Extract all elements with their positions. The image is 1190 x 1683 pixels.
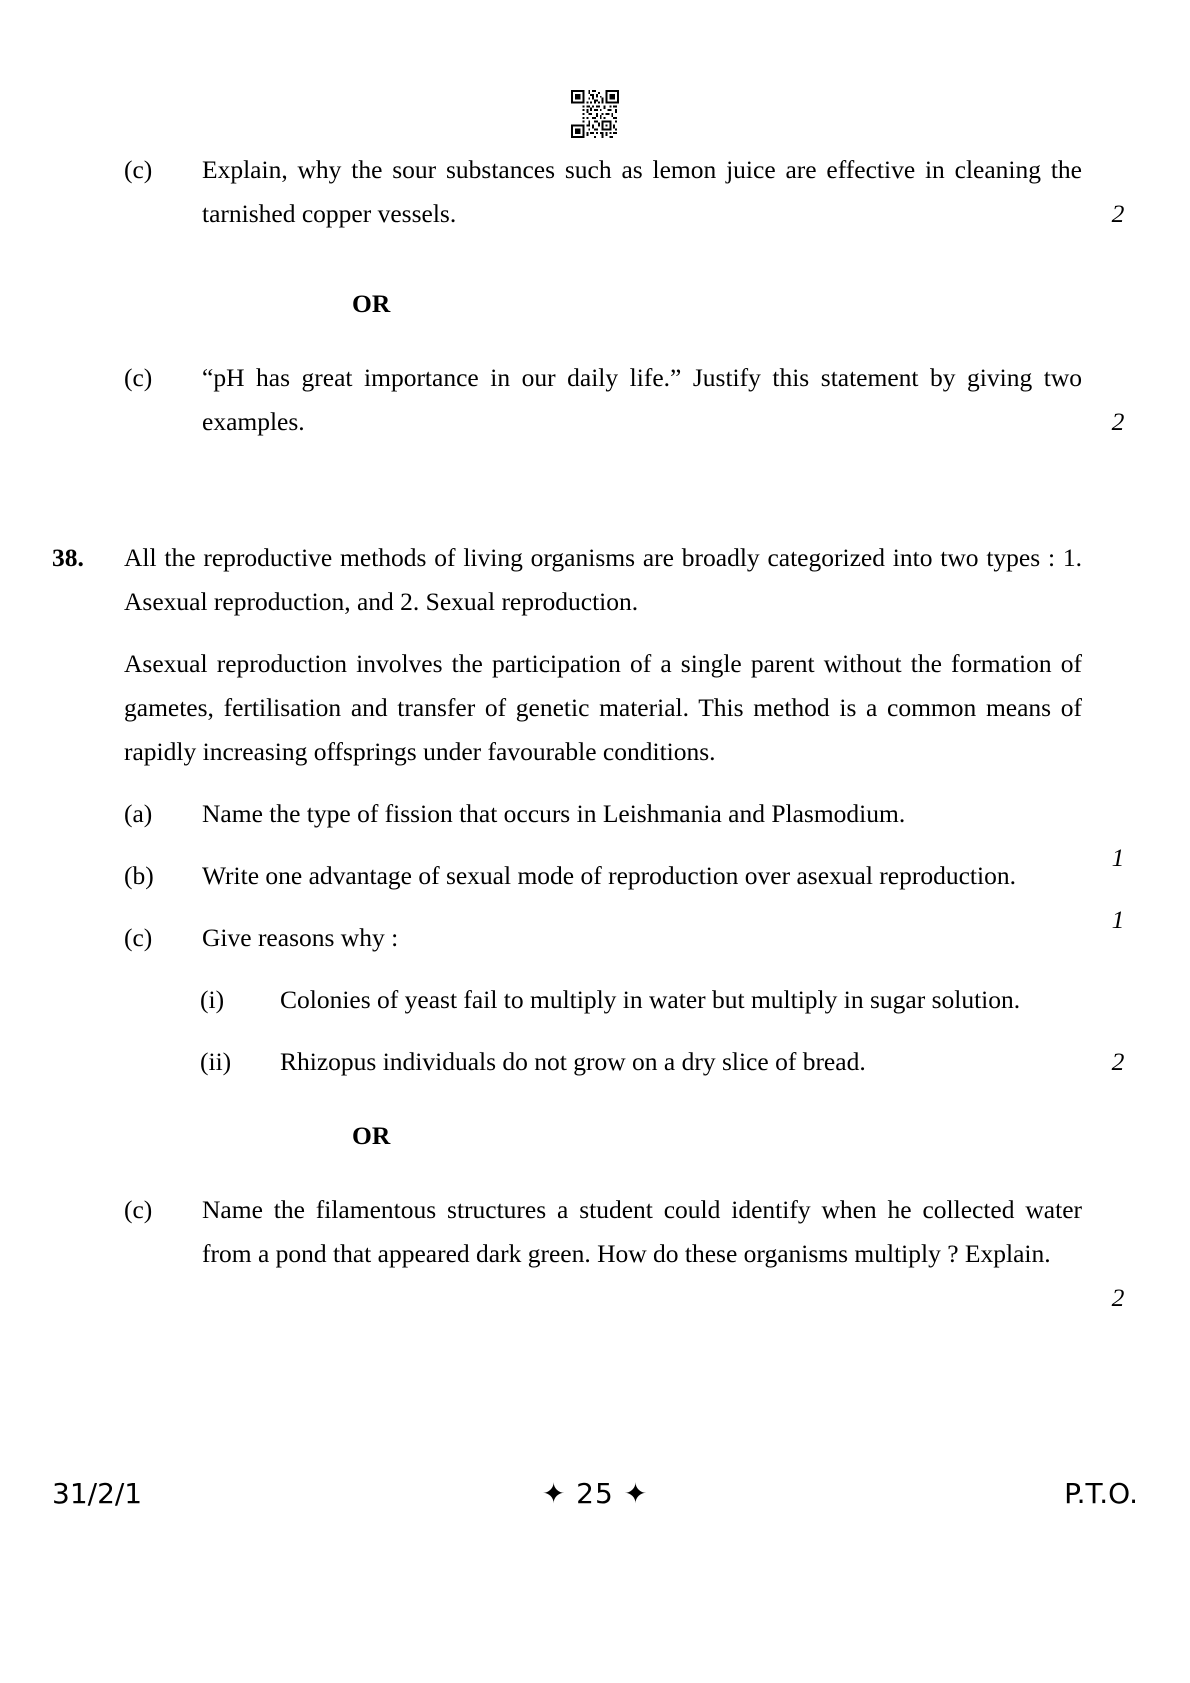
qr-code-container xyxy=(0,90,1190,138)
question-38-intro-1: All the reproductive methods of living organisms are broadly categorized into two types : 1. Asexual reproduction, and 2. Sexual reproduction. xyxy=(124,543,1082,616)
marks-38cii: 2 xyxy=(1111,1047,1125,1076)
paper-code: 31/2/1 xyxy=(52,1477,143,1510)
question-part-38b xyxy=(0,854,1190,934)
marks-37c-alt: 2 xyxy=(1111,407,1125,436)
part-label-c-alt: (c) xyxy=(124,363,153,392)
subpart-text-38cii: Rhizopus individuals do not grow on a dry slice of bread. xyxy=(280,1047,866,1076)
part-text-37c: Explain, why the sour substances such as lemon juice are effective in cleaning the tarnished copper vessels. xyxy=(202,155,1082,228)
part-label-a: (a) xyxy=(124,799,153,828)
question-subpart-38ci xyxy=(0,978,1190,1022)
part-label-c-38: (c) xyxy=(124,923,153,952)
qr-code-icon xyxy=(571,90,619,138)
or-separator-1: OR xyxy=(352,289,391,318)
marks-37c: 2 xyxy=(1111,199,1125,228)
page-number: ✦ 25 ✦ xyxy=(541,1477,649,1510)
part-text-38c: Give reasons why : xyxy=(202,923,399,952)
page-footer xyxy=(0,1473,1190,1515)
question-part-37c-alt xyxy=(0,356,1190,444)
question-part-38c-alt xyxy=(0,1188,1190,1312)
subpart-text-38ci: Colonies of yeast fail to multiply in water but multiply in sugar solution. xyxy=(280,985,1021,1014)
marks-38b: 1 xyxy=(1111,905,1125,934)
question-part-38c xyxy=(0,916,1190,960)
question-38 xyxy=(0,536,1190,624)
question-number-38: 38. xyxy=(52,543,84,572)
question-part-37c xyxy=(0,148,1190,236)
marks-38c-alt: 2 xyxy=(1111,1283,1125,1312)
part-text-37c-alt: “pH has great importance in our daily life.” Justify this statement by giving two examples. xyxy=(202,363,1082,436)
or-separator-2: OR xyxy=(352,1121,391,1150)
part-label-c-38-alt: (c) xyxy=(124,1195,153,1224)
part-label-b: (b) xyxy=(124,861,154,890)
question-subpart-38cii xyxy=(0,1040,1190,1084)
part-text-38b: Write one advantage of sexual mode of reproduction over asexual reproduction. xyxy=(202,861,1016,890)
page-content xyxy=(0,148,1190,1312)
marks-38a: 1 xyxy=(1111,843,1125,872)
question-38-intro-2: Asexual reproduction involves the participation of a single parent without the formation of gametes, fertilisation and transfer of genetic material. This method is a common means of rapidly increasing offsprings under favourable conditions. xyxy=(124,649,1082,766)
part-label-c: (c) xyxy=(124,155,153,184)
question-part-38a xyxy=(0,792,1190,872)
part-text-38c-alt: Name the filamentous structures a student could identify when he collected water from a pond that appeared dark green. How do these organisms multiply ? Explain. xyxy=(202,1195,1082,1268)
subpart-label-i: (i) xyxy=(200,985,225,1014)
subpart-label-ii: (ii) xyxy=(200,1047,232,1076)
part-text-38a: Name the type of fission that occurs in Leishmania and Plasmodium. xyxy=(202,799,906,828)
pto-label: P.T.O. xyxy=(1064,1477,1138,1510)
